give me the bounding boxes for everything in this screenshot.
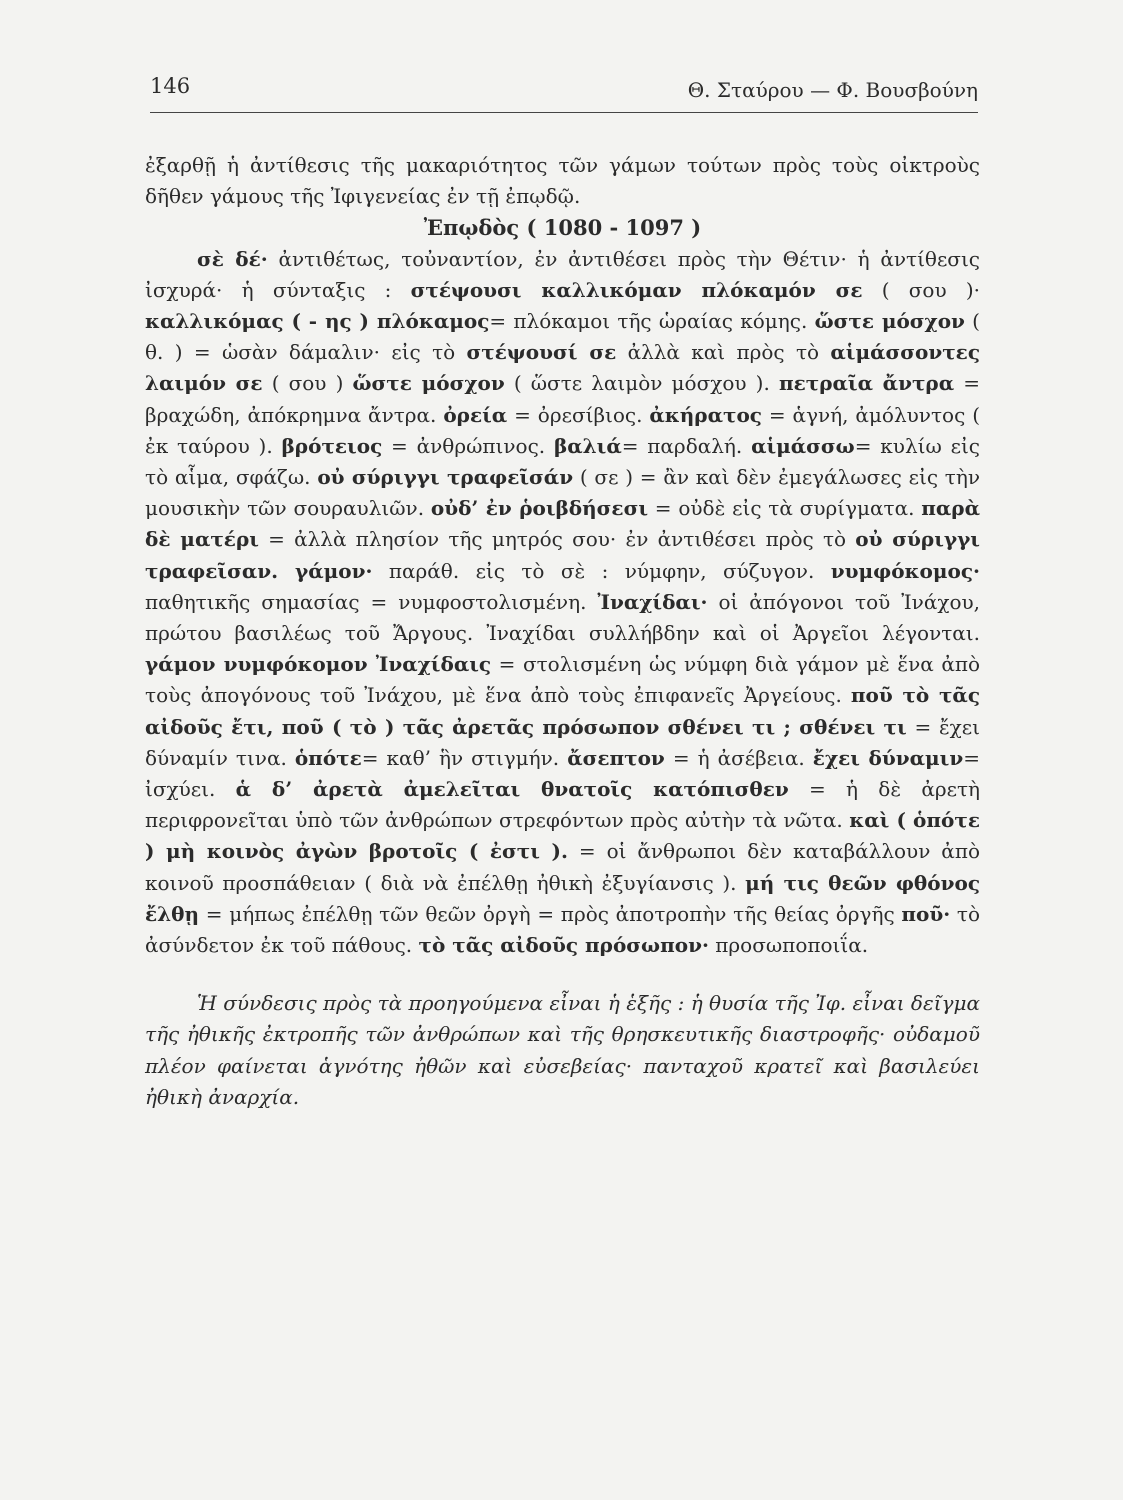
gloss: = ἁγνή, ἀμόλυντος ( ἐκ ταύρου ). [145,402,980,458]
gloss: = μήπως ἐπέλθῃ τῶν θεῶν ὀργὴ = πρὸς ἀποτροπὴν τῆς θείας ὀργῆς [199,901,902,926]
running-header [150,66,978,113]
lemma: αἱμάσσοντες λαιμόν σε [145,340,980,396]
lemma: βρότειος [281,433,383,458]
gloss: = στολισμένη ὡς νύμφη διὰ γάμον μὲ ἕνα ἀπὸ τοὺς ἀπογόνους τοῦ Ἰνάχου, μὲ ἕνα ἀπὸ τοὺς ἐπιφανεῖς Ἀργείους. [145,652,981,708]
closing-paragraph: Ἡ σύνδεσις πρὸς τὰ προηγούμενα εἶναι ἡ ἑξῆς : ἡ θυσία τῆς Ἰφ. εἶναι δεῖγμα τῆς ἠθικῆς ἐκτροπῆς τῶν ἀνθρώπων καὶ τῆς θρησκευτικῆς διαστροφῆς· οὐδαμοῦ πλέον φαίνεται ἁγνότης ἠθῶν καὶ εὐσεβείας· πανταχοῦ κρατεῖ καὶ βασιλεύει ἠθικὴ ἀναρχία. [145,991,980,1109]
gloss: = καθ’ ἣν στιγμήν. [361,745,568,770]
lemma: ποῦ· [901,901,951,926]
lemma: νυμφόκομος· [830,558,980,583]
gloss: ( σε ) = ἂν καὶ δὲν ἐμεγάλωσες εἰς τὴν μουσικὴν τῶν σουραυλιῶν. [145,465,980,521]
gloss: = ἡ δὲ ἀρετὴ περιφρονεῖται ὑπὸ τῶν ἀνθρώπων στρεφόντων πρὸς αὐτὴν τὰ νῶτα. [145,777,980,833]
lemma: Ἰναχίδαι· [597,589,708,614]
gloss: = ἀλλὰ πλησίον τῆς μητρός σου· ἐν ἀντιθέσει πρὸς τὸ [258,527,856,552]
gloss: προσωποποιΐα. [708,933,869,958]
gloss: = παρδαλή. [621,433,752,458]
lemma: σὲ δέ· [197,246,268,271]
lemma: ἔχει δύναμιν [812,745,964,770]
lemma: ὁπότε [294,745,362,770]
page-body [145,150,980,1113]
gloss: παθητικῆς σημασίας = νυμφοστολισμένη. [145,589,598,614]
lemma: οὐ σύριγγι τραφεῖσαν. γάμον· [145,527,980,583]
lemma: ποῦ τὸ τᾶς αἰδοῦς ἔτι, ποῦ ( τὸ ) τᾶς ἀρετᾶς πρόσωπον σθένει τι ; σθένει τι [145,683,980,739]
gloss: = ἰσχύει. [145,745,980,802]
gloss: ( σου )· [862,277,981,302]
lemma: οὐδ’ ἐν ῥοιβδήσεσι [430,496,649,521]
gloss: ( ὥστε λαιμὸν μόσχου ). [504,371,779,396]
lemma: βαλιά [553,433,622,458]
gloss: ἀλλὰ καὶ πρὸς τὸ [616,340,831,365]
gloss: ἀντιθέτως, τοὐναντίον, ἐν ἀντιθέσει πρὸς τὴν Θέτιν· ἡ ἀντίθεσις ἰσχυρά· ἡ σύνταξις : [145,246,981,302]
lemma: ἄσεπτον [567,745,665,770]
lemma: μή τις θεῶν φθόνος ἔλθῃ [145,870,980,926]
running-title: Θ. Σταύρου — Φ. Βουσβούνη [687,78,978,102]
gloss: παράθ. εἰς τὸ σὲ : νύμφην, σύζυγον. [372,558,831,583]
lemma: τὸ τᾶς αἰδοῦς πρόσωπον· [418,933,709,958]
gloss: = ἀνθρώπινος. [382,433,554,458]
gloss: = βραχώδη, ἀπόκρημνα ἄντρα. [145,371,980,427]
lemma: καλλικόμας ( - ης ) πλόκαμος [145,309,490,334]
gloss: = ὀρεσίβιος. [507,402,650,427]
gloss: = ἡ ἀσέβεια. [664,745,813,770]
lemma: ὥστε μόσχον [814,309,965,334]
gloss: = πλόκαμοι τῆς ὡραίας κόμης. [489,309,815,334]
lemma: ὥστε μόσχον [352,371,505,396]
gloss: = κυλίω εἰς τὸ αἷμα, σφάζω. [145,433,980,490]
lemma: αἱμάσσω [751,433,855,458]
gloss: ( θ. ) = ὡσὰν δάμαλιν· εἰς τὸ [145,309,980,365]
gloss: τὸ ἀσύνδετον ἐκ τοῦ πάθους. [145,901,980,958]
section-heading: Ἐπῳδὸς ( 1080 - 1097 ) [423,215,702,241]
lemma: καὶ ( ὁπότε ) μὴ κοινὸς ἀγὼν βροτοῖς ( ἐστι ). [145,808,980,864]
gloss: = ἔχει δύναμίν τινα. [145,714,981,770]
lemma: πετραῖα ἄντρα [778,371,955,396]
lemma: παρὰ δὲ ματέρι [145,496,980,552]
intro-paragraph: ἐξαρθῇ ἡ ἀντίθεσις τῆς μακαριότητος τῶν γάμων τούτων πρὸς τοὺς οἰκτροὺς δῆθεν γάμους τῆς Ἰφιγενείας ἐν τῇ ἐπῳδῷ. [145,153,980,209]
lemma: στέψουσι καλλικόμαν πλόκαμόν σε [410,277,863,302]
lemma: στέψουσί σε [466,340,617,365]
gloss: ( σου ) [262,371,353,396]
lemma: γάμον νυμφόκομον Ἰναχίδαις [145,652,492,677]
gloss: = οἱ ἄνθρωποι δὲν καταβάλλουν ἀπὸ κοινοῦ προσπάθειαν ( διὰ νὰ ἐπέλθῃ ἠθικὴ ἐξυγίανσις ). [145,839,981,895]
commentary-paragraph [145,244,980,962]
lemma: ἁ δ’ ἀρετὰ ἀμελεῖται θνατοῖς κατόπισθεν [235,777,789,802]
lemma: οὐ σύριγγι τραφεῖσάν [317,465,574,490]
page-number: 146 [150,74,191,98]
lemma: ἀκήρατος [649,402,762,427]
lemma: ὀρεία [443,402,508,427]
gloss: = οὐδὲ εἰς τὰ συρίγματα. [648,496,922,521]
gloss: οἱ ἀπόγονοι τοῦ Ἰνάχου, πρώτου βασιλέως τοῦ Ἄργους. Ἰναχίδαι συλλήβδην καὶ οἱ Ἀργεῖοι λέγονται. [145,589,980,646]
